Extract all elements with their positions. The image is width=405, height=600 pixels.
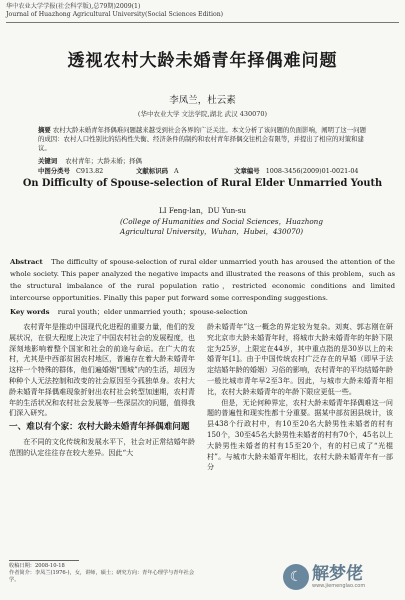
doc-code-value: A: [174, 167, 179, 175]
watermark-logo-icon: ☾: [283, 564, 309, 590]
watermark-text: 解梦佬: [312, 564, 363, 584]
english-title: On Difficulty of Spouse-selection of Rural Elder Unmarried Youth: [22, 178, 383, 189]
footnote: [9, 563, 199, 585]
journal-header-line2: Journal of Huazhong Agricultural University(Social Sciences Edition): [6, 11, 224, 18]
body-left-column: [9, 322, 195, 459]
english-affiliation: (College of Humanities and Social Sciences，Huazhong Agricultural University，Wuhan，Hubei，430070): [120, 217, 323, 236]
chinese-abstract-text: 农村大龄未婚青年择偶难问题越来越受到社会各界的广泛关注。本文分析了该问题的负面影响，阐明了这一问题的成因：农村人口性别比的结构性失衡、经济条件的制约和农村青年择偶交往机会有限等，并提出了相应的对策和建议。: [38, 126, 366, 153]
intro-paragraph: 农村青年是推动中国现代化进程的重要力量，他们的发展状况，在很大程度上决定了中国农村社会的发展程度，也深刻地影响着整个国家和社会的前途与命运。在广大的农村，尤其是中西部贫困农村地区，普遍存在着大龄未婚青年这样一个特殊的群体，他们遍婚姻“围城”内的生活，却因为种种个人无法控制和改变的社会原因至今孤独单身。农村大龄未婚青年择偶难现象折射出农村社会转型加速期，农村青年的生活状况和农村社会发展等一些深层次的问题，值得我们深入研究。: [9, 322, 195, 418]
body-right-column: [207, 322, 393, 473]
english-abstract-label: Abstract: [10, 258, 43, 266]
english-keywords-label: Key words: [10, 308, 50, 316]
english-abstract: [10, 256, 395, 304]
chinese-keywords: [38, 156, 368, 165]
right-paragraph-2: 但是，无论何种界定，农村大龄未婚青年择偶难这一问题的普遍性和现实性都十分重要。据某中部贫困县统计，该县438个行政村中，有10至20名大龄男性未婚者的村有150个，30至45名大龄男性未婚者的村有70个，45名以上大龄男性未婚者的村有15至20个，有的村已成了“光棍村”。与城市大龄未婚青年相比，农村大龄未婚青年有一部分: [207, 397, 393, 472]
chinese-affiliation: (华中农业大学 文法学院,湖北 武汉 430070): [137, 110, 268, 118]
article-number-value: 1008-3456(2009)01-0021-04: [265, 167, 359, 175]
english-abstract-text: The difficulty of spouse-selection of rural elder unmarried youth has aroused the attention of the whole society. This paper analyzed the negative impacts and illustrated the reasons of this problem，such as the structural imbalance of the rural population ratio，restricted economic conditions and limited intercourse opportunities. Finally this paper put forward some corresponding suggestions.: [10, 258, 395, 302]
english-keywords-text: rural youth；elder unmarried youth；spouse-selection: [57, 308, 248, 316]
chinese-keywords-label: 关键词: [38, 157, 58, 165]
journal-header: [6, 3, 223, 19]
chinese-authors: 李凤兰，杜云素: [169, 95, 236, 106]
chinese-abstract-label: 摘要: [38, 126, 51, 134]
english-authors: LI Feng-lan，DU Yun-su: [158, 206, 247, 215]
footnote-received: 收稿日期：2008-10-18: [9, 563, 65, 569]
chinese-keywords-text: 农村青年；大龄未婚；择偶: [65, 157, 142, 165]
article-number-label: 文章编号: [234, 167, 260, 175]
watermark-text-group: [312, 565, 365, 589]
watermark-url: www.jiemenglao.com: [312, 583, 366, 589]
footnote-rule: [9, 560, 79, 561]
header-rule: [6, 22, 399, 23]
doc-code-label: 文献标识码: [136, 167, 168, 175]
right-paragraph-1: 龄未婚青年”这一概念的界定较为复杂。刘爽、郭志刚在研究北京市大龄未婚青年时，将城市大龄未婚青年的年龄下限定为25岁，上限定在44岁，其中重点指的是30岁以上的未婚青年[1]。由于中国传统农村广泛存在的早婚（即早于法定结婚年龄的婚姻）习俗的影响，农村青年的平均结婚年龄一般比城市青年早2至3年。因此，与城市大龄未婚青年相比，农村大龄未婚青年的年龄下限应更低一些。: [207, 322, 393, 396]
section1-paragraph: 在不同的文化传统和发展水平下，社会对正常结婚年龄范围的认定往往存在较大差异。因此“大: [9, 437, 195, 457]
chinese-title: 透视农村大龄未婚青年择偶难问题: [67, 51, 338, 71]
english-keywords: [10, 306, 395, 316]
clc-label: 中图分类号: [38, 167, 70, 175]
clc-value: C913.82: [76, 167, 104, 175]
footnote-author: 作者简介：李凤兰(1976-)，女，讲师，硕士；研究方向：青年心理学与青年社会学。: [9, 570, 195, 584]
section1-heading: 一、难以有个家：农村大龄未婚青年择偶难问题: [9, 422, 190, 433]
journal-header-line1: 华中农业大学学报(社会科学版),总79期)2009(1): [6, 3, 141, 10]
site-watermark: [283, 560, 403, 594]
chinese-abstract: [38, 126, 368, 154]
classification-row: [38, 166, 368, 175]
